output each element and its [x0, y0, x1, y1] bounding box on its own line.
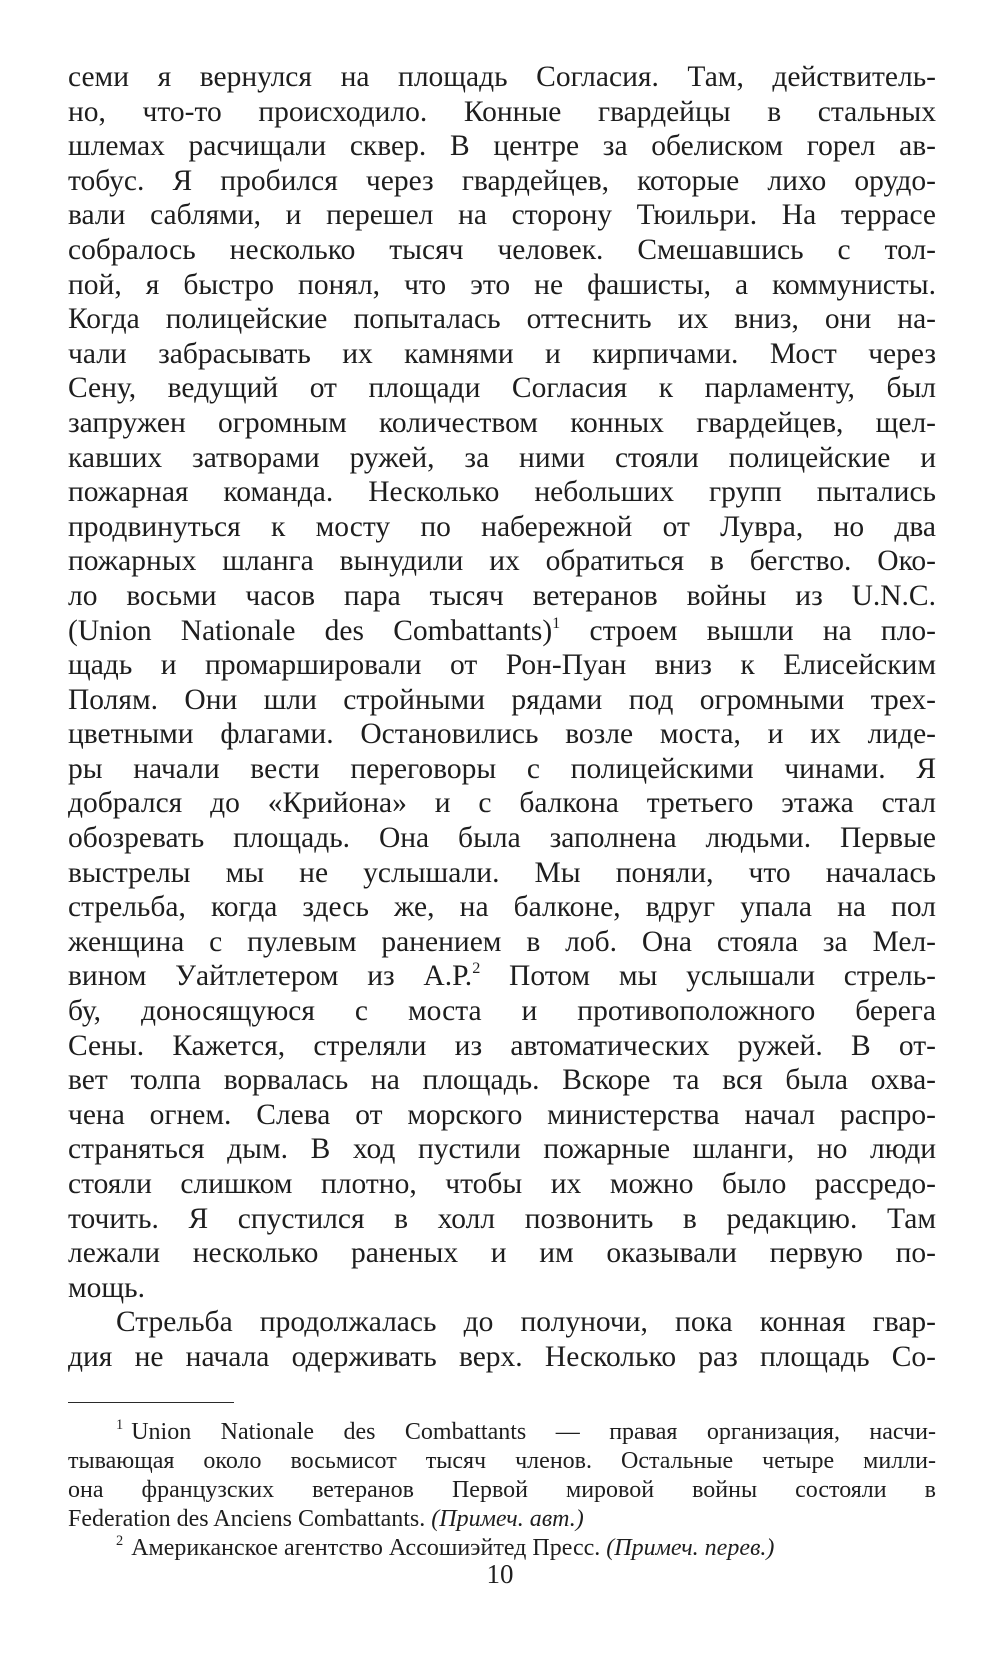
- text-line-paragraph-end: мощь.: [68, 1271, 145, 1304]
- text-line: шлемах расчищали сквер. В центре за обелиском горел ав-: [68, 130, 936, 163]
- footnote-ref-2[interactable]: 2: [472, 959, 481, 978]
- text-line: обозревать площадь. Она была заполнена людьми. Первые: [68, 822, 936, 855]
- footnote-text: Union Nationale des Combattants — правая организация, насчи-: [131, 1419, 936, 1445]
- text-line-with-footnote-ref: [68, 959, 936, 994]
- footnote-1: [68, 1418, 936, 1447]
- text-line: Сену, ведущий от площади Согласия к парламенту, был: [68, 372, 936, 405]
- footnote-author-note: (Примеч. авт.): [431, 1506, 584, 1532]
- text-line: но, что-то происходило. Конные гвардейцы в стальных: [68, 95, 936, 128]
- text-line: лежали несколько раненых и им оказывали первую по-: [68, 1237, 936, 1270]
- footnote-line: тывающая около восьмисот тысяч членов. Остальные четыре милли-: [68, 1448, 936, 1474]
- footnote-line: [68, 1505, 936, 1534]
- text-line: страняться дым. В ход пустили пожарные шланги, но люди: [68, 1133, 936, 1166]
- footnote-marker: 2: [116, 1532, 124, 1549]
- text-fragment: Потом мы услышали стрель-: [480, 960, 936, 993]
- footnote-translator-note: (Примеч. перев.): [606, 1535, 775, 1561]
- footnote-ref-1[interactable]: 1: [552, 613, 561, 632]
- main-text: [68, 60, 936, 1375]
- text-line: чена огнем. Слева от морского министерства начал распро-: [68, 1098, 936, 1131]
- text-line: семи я вернулся на площадь Согласия. Там, действитель-: [68, 61, 936, 93]
- text-line: женщина с пулевым ранением в лоб. Она стояла за Мел-: [68, 925, 936, 958]
- footnotes: [68, 1418, 936, 1563]
- footnote-divider: [68, 1402, 234, 1403]
- text-line: добрался до «Крийона» и с балкона третьего этажа стал: [68, 787, 936, 820]
- text-line: Когда полицейские попыталась оттеснить их вниз, они на-: [68, 303, 936, 336]
- footnote-line: она французских ветеранов Первой мировой войны состояли в: [68, 1477, 936, 1503]
- text-line: пой, я быстро понял, что это не фашисты, а коммунисты.: [68, 268, 936, 301]
- page-number: 10: [486, 1559, 514, 1589]
- text-line: Сены. Кажется, стреляли из автоматических ружей. В от-: [68, 1029, 936, 1062]
- text-line: дия не начала одерживать верх. Несколько раз площадь Со-: [68, 1340, 936, 1373]
- text-line: продвинуться к мосту по набережной от Лувра, но два: [68, 510, 936, 543]
- text-fragment: строем вышли на пло-: [560, 614, 936, 647]
- footnote-text: Federation des Anciens Combattants.: [68, 1506, 432, 1532]
- text-line-with-footnote-ref: [68, 614, 936, 649]
- footnote-marker: 1: [116, 1416, 124, 1433]
- text-line: чали забрасывать их камнями и кирпичами. Мост через: [68, 337, 936, 370]
- text-line: собралось несколько тысяч человек. Смешавшись с тол-: [68, 233, 936, 266]
- text-line: вали саблями, и перешел на сторону Тюильри. На террасе: [68, 199, 936, 232]
- text-line: Полям. Они шли стройными рядами под огромными трех-: [68, 683, 936, 716]
- text-fragment: (Union Nationale des Combattants): [68, 614, 553, 647]
- text-line: вет толпа ворвалась на площадь. Вскоре та вся была охва-: [68, 1064, 936, 1097]
- text-line: выстрелы мы не услышали. Мы поняли, что началась: [68, 856, 936, 889]
- text-line: точить. Я спустился в холл позвонить в редакцию. Там: [68, 1202, 936, 1235]
- text-line-paragraph-start: Стрельба продолжалась до полуночи, пока конная гвар-: [116, 1306, 936, 1339]
- text-line: пожарная команда. Несколько небольших групп пытались: [68, 476, 936, 509]
- text-line: стояли слишком плотно, чтобы их можно было рассредо-: [68, 1168, 936, 1200]
- text-line: кавших затворами ружей, за ними стояли полицейские и: [68, 441, 936, 474]
- text-line: ры начали вести переговоры с полицейскими чинами. Я: [68, 752, 936, 785]
- text-line: бу, доносящуюся с моста и противоположного берега: [68, 995, 936, 1028]
- text-line: цветными флагами. Остановились возле моста, и их лиде-: [68, 718, 936, 751]
- text-fragment: вином Уайтлетером из А.Р.: [68, 960, 473, 993]
- text-line: пожарных шланга вынудили их обратиться в бегство. Око-: [68, 545, 936, 578]
- text-line: тобус. Я пробился через гвардейцев, которые лихо орудо-: [68, 164, 936, 197]
- text-line: ло восьми часов пара тысяч ветеранов войны из U.N.C.: [68, 579, 936, 612]
- text-line: запружен огромным количеством конных гвардейцев, щел-: [68, 406, 936, 439]
- footnote-text: Американское агентство Ассошиэйтед Пресс.: [131, 1535, 607, 1561]
- text-line: щадь и промаршировали от Рон-Пуан вниз к Елисейским: [68, 649, 936, 682]
- text-line: стрельба, когда здесь же, на балконе, вдруг упала на пол: [68, 891, 936, 924]
